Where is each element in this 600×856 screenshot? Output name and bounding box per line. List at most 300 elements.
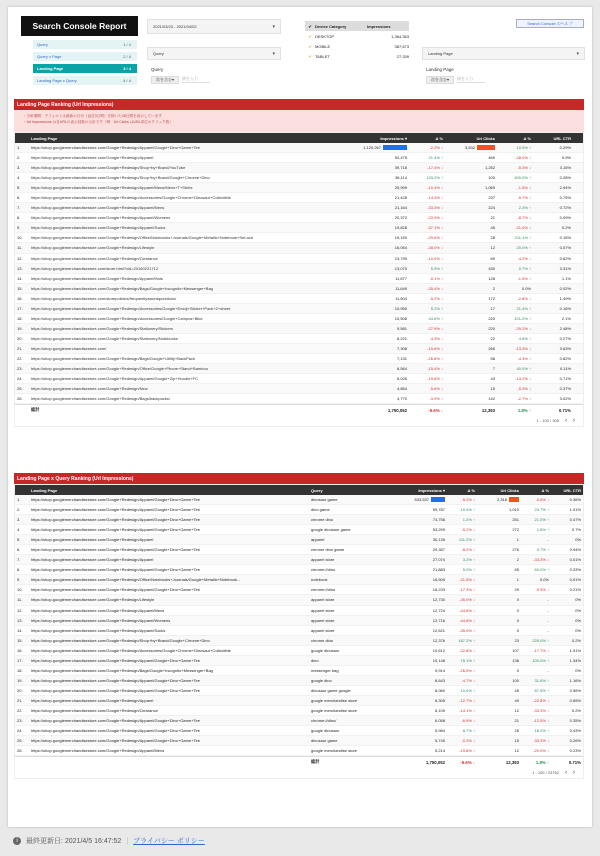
table-row[interactable]: [15, 606, 583, 616]
table-cell: https://shop.googlemerchandisestore.com/Google+Redesign/Apparel/Google+Dino+Game+Tee: [31, 657, 200, 663]
table-cell: 15.: [17, 637, 23, 643]
table-cell: apparel store: [311, 607, 335, 613]
table-cell: https://shop.googlemerchandisestore.com/Google+Redesign/Office/Notebooks+Journals/Google+Metallic+Notebook+Set.axd: [31, 235, 253, 241]
table-cell: apparel store: [311, 557, 335, 563]
table-cell: 10,508: [394, 315, 407, 321]
table-cell: -28.0% ↓: [427, 245, 443, 251]
table-cell: 100: [512, 677, 519, 683]
table-row[interactable]: [15, 505, 583, 515]
table-cell: -1.5% ↓: [517, 275, 531, 281]
table-cell: https://shop.googlemerchandisestore.com/Google+Redesign/Apparel/Google+Dino+Game+Tee: [31, 677, 200, 683]
table-cell: -29.6% ↓: [427, 235, 443, 241]
table-cell: https://shop.googlemerchandisestore.com/Google+Redesign/Apparel/Google+Dino+Game+Tee: [31, 517, 200, 523]
table-cell: 0.2%: [561, 225, 571, 231]
column-header[interactable]: URL CTR: [553, 135, 571, 141]
device-name: DESKTOP: [315, 33, 335, 39]
table-row[interactable]: [15, 706, 583, 716]
table-cell: 0%: [575, 537, 581, 543]
table-row[interactable]: [15, 676, 583, 686]
table-row[interactable]: [15, 334, 583, 344]
table-cell: 0: [516, 597, 519, 603]
divider: |: [126, 837, 129, 845]
table-cell: 8.7% ↑: [462, 728, 475, 734]
filter-condition-select[interactable]: 次を含む ▾: [151, 76, 179, 84]
table-cell: chrome dino: [311, 637, 334, 643]
next-page-icon[interactable]: ›: [573, 417, 575, 424]
nav-landing-page[interactable]: [33, 64, 137, 73]
table-cell: https://shop.googlemerchandisestore.com/Google+Redesign/Apparel/Hats: [31, 275, 163, 281]
table-cell: -10.4% ↓: [427, 185, 443, 191]
table-row[interactable]: [15, 374, 583, 384]
nav-count: 2 / 4: [123, 54, 131, 59]
column-header[interactable]: Δ %: [541, 487, 549, 493]
table-cell: 21.4% ↑: [428, 155, 443, 161]
column-header[interactable]: Url Clicks: [476, 135, 495, 141]
table-cell: chrome://dino: [311, 567, 336, 573]
table-cell: https://shop.googlemerchandisestore.com/storepolicies/frequentlyaskedquestions/: [31, 295, 177, 301]
column-header: Landing Page: [31, 487, 58, 493]
table-row[interactable]: [15, 183, 583, 193]
table-cell: 265: [488, 345, 495, 351]
table-cell: -13.3% ↓: [515, 345, 531, 351]
table-row[interactable]: [15, 726, 583, 736]
table-cell: google merchandise store: [311, 748, 358, 754]
table-cell: https://shop.googlemerchandisestore.com/Google+Redesign/Apparel: [31, 155, 154, 161]
table-row[interactable]: [15, 384, 583, 394]
table-cell: apparel store: [311, 597, 335, 603]
table-cell: 5,745: [434, 738, 445, 744]
table-cell: 6,058: [434, 718, 445, 724]
table-cell: -2.8% ↓: [517, 295, 531, 301]
table-cell: 3.02%: [559, 396, 571, 402]
table-cell: 17: [490, 305, 495, 311]
table-cell: -6.9% ↓: [461, 718, 475, 724]
page-footer: [13, 836, 205, 846]
table-cell: https://shop.googlemerchandisestore.com/Google+Redesign/Accessories/Google+Chrome+Dinosaur+Collectible: [31, 195, 231, 201]
table-cell: https://shop.googlemerchandisestore.com/Google+Redesign/Apparel/Google+Dino+Game+Tee: [31, 507, 200, 513]
table-cell: messenger bag: [311, 667, 339, 673]
table-row[interactable]: [15, 626, 583, 636]
table-cell: https://shop.googlemerchandisestore.com/Google+Redesign/Apparel/Womens: [31, 617, 171, 623]
table-cell: https://shop.googlemerchandisestore.com/Google+Redesign/Stationery/Notebooks: [31, 335, 178, 341]
table-cell: 5.: [17, 185, 21, 191]
table-cell: 2: [492, 285, 495, 291]
table-cell: -: [547, 597, 549, 603]
table-cell: 15: [490, 386, 495, 392]
table-cell: 276: [512, 547, 519, 553]
table-row[interactable]: [15, 163, 583, 173]
table-cell: 8,643: [434, 677, 445, 683]
table-row[interactable]: [15, 525, 583, 535]
table-cell: https://shop.googlemerchandisestore.com/Google+Redesign/Apparel/Google+Dino+Game+Tee: [31, 587, 200, 593]
table-row[interactable]: [15, 324, 583, 334]
device-imp: 1,364,363: [391, 33, 409, 39]
table-row[interactable]: [15, 213, 583, 223]
table-cell: 1.: [17, 145, 21, 151]
prev-page-icon[interactable]: ‹: [565, 769, 567, 776]
table-cell: -0.3% ↓: [461, 738, 475, 744]
table-cell: 3.31%: [559, 265, 571, 271]
checkbox-checked-icon[interactable]: ✔: [308, 53, 312, 59]
table-cell: -15.6% ↓: [427, 345, 443, 351]
table-cell: 12.: [17, 607, 23, 613]
table-row[interactable]: [15, 716, 583, 726]
column-header[interactable]: Δ %: [467, 487, 475, 493]
checkbox-checked-icon[interactable]: ✔: [308, 43, 312, 49]
table-cell: 20.0% ↑: [516, 245, 531, 251]
table-cell: 0.2%: [571, 708, 581, 713]
table-cell: https://shop.googlemerchandisestore.com/Google+Redesign/Apparel/Mens: [31, 607, 165, 613]
table-cell: -: [547, 607, 549, 613]
table-cell: 20.: [17, 335, 23, 341]
table-row[interactable]: [15, 575, 583, 585]
table-cell: 21,428: [394, 195, 407, 201]
table-cell: 5.2% ↑: [430, 305, 443, 311]
table-cell: 0.11%: [559, 366, 571, 372]
table-cell: -8.2% ↓: [461, 547, 475, 553]
table-cell: 1,120,267: [329, 145, 409, 150]
table-cell: 15.: [17, 285, 23, 291]
table-cell: 133.2% ↑: [426, 175, 443, 181]
table-cell: https://shop.googlemerchandisestore.com/Google+Redesign/Apparel/Google+Dino+Game+Tee: [31, 738, 200, 744]
table-cell: https://shop.googlemerchandisestore.com/Google+Redesign/Apparel: [31, 537, 154, 543]
table-cell: 28: [490, 235, 495, 241]
device-imp: 387,673: [394, 43, 409, 49]
table-cell: -5.1% ↓: [429, 275, 443, 281]
table-cell: dino: [311, 657, 319, 663]
column-header[interactable]: Impressions ▾: [418, 487, 445, 493]
table-cell: -17.3% ↓: [459, 587, 475, 593]
table-cell: 1.6% ↑: [536, 527, 549, 533]
table-cell: 400.0% ↑: [514, 175, 531, 181]
table-cell: https://shop.googlemerchandisestore.com/Google+Redesign/Apparel: [31, 557, 154, 563]
table-cell: 0.23%: [569, 748, 581, 754]
table-cell: 12: [490, 245, 495, 251]
table-row[interactable]: [15, 736, 583, 746]
table-cell: https://shop.googlemerchandisestore.com/Google+Redesign/Shop+by+Brand/YouTube: [31, 165, 186, 171]
table-cell: https://shop.googlemerchandisestore.com/Google+Redesign/Apparel/Google+Dino+Game+Tee: [31, 497, 200, 503]
table-cell: 17.: [17, 305, 23, 311]
nav-count: 1 / 4: [123, 42, 131, 47]
table-cell: 12,376: [432, 637, 445, 643]
table-cell: 2,316: [477, 497, 521, 502]
table-cell: https://shop.googlemerchandisestore.com/Google+Redesign/Shop+by+Brand/Google+Chrome+Dino: [31, 637, 210, 643]
table-cell: 12,730: [432, 597, 445, 603]
table-row[interactable]: [15, 636, 583, 646]
table-cell: 21: [490, 215, 495, 221]
chevron-down-icon: ▾: [576, 50, 579, 57]
landing-page-dropdown[interactable]: [422, 47, 585, 60]
table-row[interactable]: [15, 354, 583, 364]
table-row[interactable]: [15, 294, 583, 304]
table-row[interactable]: [15, 243, 583, 253]
table-cell: 0: [516, 607, 519, 613]
table-cell: 25.: [17, 738, 23, 744]
table-row[interactable]: [15, 233, 583, 243]
table-cell: https://shop.googlemerchandisestore.com/Google+Redesign/Apparel/Google+Dino+Game+Tee: [31, 718, 200, 724]
total-cell: 1,750,052: [425, 759, 445, 765]
filter-query-row: [151, 75, 210, 84]
table-cell: https://shop.googlemerchandisestore.com/Google+Redesign/Bags/Google+Incognito+Messenger+Bag: [31, 667, 213, 673]
device-row[interactable]: [305, 51, 409, 61]
table-cell: 36,114: [395, 175, 407, 181]
table-row[interactable]: [15, 495, 583, 505]
table-cell: -20.0% ↓: [533, 748, 549, 754]
table-row[interactable]: [15, 203, 583, 213]
chevron-down-icon: ▾: [272, 23, 275, 30]
filter-condition-select[interactable]: 次を含む ▾: [426, 76, 454, 84]
table-row[interactable]: [15, 696, 583, 706]
table-cell: -: [547, 627, 549, 633]
query-dropdown[interactable]: [147, 47, 281, 60]
table-cell: 69: [490, 255, 495, 261]
total-cell: 0.71%: [558, 407, 571, 413]
column-header[interactable]: Δ %: [435, 135, 443, 141]
table-cell: 4.8% ↑: [518, 335, 531, 341]
table-cell: -12.7% ↓: [459, 697, 475, 703]
table-cell: apparel store: [311, 617, 335, 623]
table-cell: 21.4% ↑: [516, 305, 531, 311]
table-cell: 18.: [17, 667, 23, 673]
table-row[interactable]: [15, 515, 583, 525]
note-line: ・分析期間：デフォルトは最新の日付（直近3日間）を除いた28日間を表示しています: [23, 114, 162, 118]
table-cell: -4.7% ↓: [461, 677, 475, 683]
table-row[interactable]: [15, 364, 583, 374]
table-cell: -5.2% ↓: [429, 295, 443, 301]
table-cell: 2.: [17, 507, 21, 513]
table-cell: 43: [490, 376, 495, 382]
device-category-control: [305, 21, 409, 73]
table-cell: https://shop.googlemerchandisestore.com/Google+Redesign/Apparel/Mens/Mens+T+Shirts: [31, 185, 193, 191]
table-cell: https://shop.googlemerchandisestore.com/Google+Redesign/Apparel/Google+Zip+Hoodie+FC: [31, 376, 198, 382]
table-cell: 21.0% ↑: [534, 517, 549, 523]
table-cell: https://shop.googlemerchandisestore.com/Google+Redesign/Apparel/Google+Dino+Game+Tee: [31, 567, 200, 573]
table-cell: 15.4% ↑: [460, 507, 475, 513]
device-name: TABLET: [315, 53, 330, 59]
table-cell: 107: [512, 647, 519, 653]
table-cell: 220: [488, 315, 495, 321]
table-cell: -17.4% ↓: [427, 165, 443, 171]
table-row[interactable]: [15, 535, 583, 545]
table-row[interactable]: [15, 314, 583, 324]
column-header[interactable]: Δ %: [523, 135, 531, 141]
column-header: Landing Page: [31, 135, 58, 141]
table-cell: 187.2% ↑: [458, 637, 475, 643]
table-cell: https://shop.googlemerchandisestore.com/Google+Redesign/Apparel/Mens: [31, 748, 165, 754]
table-cell: 24.7% ↑: [534, 507, 549, 513]
table-cell: 0%: [575, 627, 581, 633]
date-range-picker[interactable]: [147, 19, 281, 34]
landing-page-query-ranking-section: [14, 473, 584, 779]
table-row[interactable]: [15, 555, 583, 565]
table-row[interactable]: [15, 545, 583, 555]
table-cell: -33.3% ↓: [533, 557, 549, 563]
table-row[interactable]: [15, 344, 583, 354]
table-cell: https://shop.googlemerchandisestore.com/Google+Redesign/Clearance: [31, 255, 158, 261]
device-row[interactable]: [305, 41, 409, 51]
table-cell: 0.85%: [569, 697, 581, 703]
table-cell: 4.: [17, 527, 21, 533]
info-clock-icon: i: [13, 837, 21, 845]
table-row[interactable]: [15, 646, 583, 656]
table-cell: dinosaur game google: [311, 687, 351, 693]
table-cell: 220: [488, 325, 495, 331]
table-cell: -4.3% ↓: [517, 356, 531, 361]
device-row[interactable]: [305, 31, 409, 41]
table-row[interactable]: [15, 304, 583, 314]
table-row[interactable]: [15, 595, 583, 605]
table-cell: 0: [516, 627, 519, 633]
nav-query[interactable]: [33, 40, 137, 49]
column-header[interactable]: Url Clicks: [500, 487, 519, 493]
table-cell: 2.3% ↑: [518, 205, 531, 211]
table-cell: 87.5% ↑: [534, 687, 549, 693]
table-row[interactable]: [15, 394, 583, 404]
table-cell: https://shop.googlemerchandisestore.com/Google+Redesign/Apparel/Mens: [31, 205, 165, 211]
nav-label: Query x Page: [37, 54, 62, 59]
table-cell: 20.: [17, 687, 23, 693]
table-cell: https://shop.googlemerchandisestore.com/: [31, 345, 107, 351]
table-cell: 9.: [17, 577, 21, 583]
table-cell: 2.: [17, 155, 21, 161]
table-cell: 39,718: [394, 165, 407, 171]
table-cell: 18.2% ↑: [534, 728, 549, 734]
table-cell: 29,999: [394, 185, 407, 191]
table-row[interactable]: [15, 746, 583, 756]
device-imp: 27,339: [396, 53, 409, 59]
table-cell: 0.47%: [569, 517, 581, 523]
table-cell: 7,131: [396, 356, 407, 361]
table-cell: 0.27%: [559, 335, 571, 341]
table-cell: 5,984: [434, 728, 445, 734]
nav-landing-page-x-query[interactable]: [33, 76, 137, 85]
table-cell: 23.: [17, 718, 23, 724]
table-cell: 0.9%: [561, 155, 571, 161]
table-cell: 21.: [17, 345, 23, 351]
table-cell: 4.: [17, 175, 21, 181]
report-title: Search Console Report: [21, 16, 138, 36]
privacy-policy-link[interactable]: プライバシー ポリシー: [133, 838, 205, 845]
table-cell: 26.: [17, 396, 23, 402]
chevron-down-icon: ▾: [272, 50, 275, 57]
table-row[interactable]: [15, 223, 583, 233]
table-cell: 9,914: [434, 667, 445, 673]
table-cell: 0.28%: [559, 175, 571, 181]
table-row[interactable]: [15, 666, 583, 676]
note-line: ・Url Impressions は各URLの表示回数の合計です（例：Url Clicks はURL単位のクリック数）: [23, 120, 173, 124]
table-cell: 3.: [17, 165, 21, 171]
table-cell: https://shop.googlemerchandisestore.com/Google+Redesign/Bags/Google+Utility+BackPack: [31, 356, 195, 361]
filter-lp-label: Landing Page: [426, 67, 454, 72]
table-row[interactable]: [15, 193, 583, 203]
table-cell: 23: [514, 637, 519, 643]
total-cell: 12,393: [481, 407, 495, 413]
table-cell: 16,509: [432, 577, 445, 583]
table-cell: 101.2% ↑: [514, 315, 531, 321]
table-cell: -4.2% ↓: [517, 255, 531, 261]
table-cell: -17.7% ↓: [533, 647, 549, 653]
table-cell: 0.26%: [569, 738, 581, 744]
column-header[interactable]: URL CTR: [563, 487, 581, 493]
table-cell: 272: [512, 527, 519, 533]
table-total-row: [15, 404, 583, 415]
table-row[interactable]: [15, 143, 583, 153]
table-cell: 9,581: [396, 325, 407, 331]
nav-query-x-page[interactable]: [33, 52, 137, 61]
device-header-label: Device Category: [315, 23, 347, 29]
table-cell: 20,372: [394, 215, 407, 221]
table-row[interactable]: [15, 565, 583, 575]
table-cell: -33.3% ↓: [533, 738, 549, 744]
table-cell: -33.3% ↓: [533, 708, 549, 713]
table-cell: chrome dino: [311, 517, 334, 523]
table-row[interactable]: [15, 254, 583, 264]
value-bar: [383, 145, 407, 150]
table-cell: 5.: [17, 537, 21, 543]
table-cell: 7.: [17, 557, 21, 563]
table-cell: 0.0%: [539, 577, 549, 583]
page-range: 1 - 100 / 305: [536, 418, 559, 424]
prev-page-icon[interactable]: ‹: [565, 417, 567, 424]
table-cell: google dinosaur: [311, 647, 340, 653]
column-header[interactable]: Impressions ▾: [380, 135, 407, 141]
table-row[interactable]: [15, 274, 583, 284]
total-cell: 総計: [311, 759, 320, 765]
table-row[interactable]: [15, 284, 583, 294]
table-row[interactable]: [15, 585, 583, 595]
table-cell: 19.: [17, 677, 23, 683]
table-row[interactable]: [15, 264, 583, 274]
table-cell: 26: [514, 728, 519, 734]
table-row[interactable]: [15, 656, 583, 666]
table-cell: 24.: [17, 376, 23, 382]
table-cell: 7.: [17, 205, 21, 211]
table-cell: 1: [516, 537, 519, 543]
table-cell: 0.01%: [569, 577, 581, 583]
total-cell: 総計: [31, 407, 40, 413]
table-cell: 22.: [17, 708, 23, 713]
table-cell: https://shop.googlemerchandisestore.com/Google+Redesign/Apparel: [31, 697, 154, 703]
table-cell: 0.43%: [569, 728, 581, 734]
table-cell: 5.0% ↑: [462, 567, 475, 573]
table-row[interactable]: [15, 616, 583, 626]
value-bar: [509, 497, 519, 502]
filter-lp-input[interactable]: 値を入力: [457, 76, 485, 83]
table-cell: -8.7% ↓: [517, 215, 531, 221]
table-cell: 3.: [17, 517, 21, 523]
next-page-icon[interactable]: ›: [573, 769, 575, 776]
table-cell: 2.1%: [561, 315, 571, 321]
table-cell: -25.4% ↓: [427, 285, 443, 291]
table-cell: 49: [514, 697, 519, 703]
table-row[interactable]: [15, 153, 583, 163]
table-cell: https://shop.googlemerchandisestore.com/Google+Redesign/Shop+by+Brand/Google+Chrome+Dino: [31, 175, 210, 181]
table-cell: chrome://dino/: [311, 718, 337, 724]
table-cell: 0: [516, 617, 519, 623]
table-cell: 19.: [17, 325, 23, 331]
table-row[interactable]: [15, 686, 583, 696]
table-cell: 3,532: [445, 145, 497, 150]
table-cell: 8,060: [434, 687, 445, 693]
search-console-help-button[interactable]: Search Console のヘルプ: [516, 19, 584, 28]
table-row[interactable]: [15, 173, 583, 183]
filter-query-input[interactable]: 値を入力: [182, 76, 210, 83]
section-title: Landing Page Ranking (Url Impressions): [14, 99, 584, 110]
table-cell: 45: [490, 225, 495, 231]
checkbox-checked-icon[interactable]: ✔: [308, 33, 312, 39]
table-cell: -33.3% ↓: [427, 205, 443, 211]
table-cell: 22.: [17, 356, 23, 361]
